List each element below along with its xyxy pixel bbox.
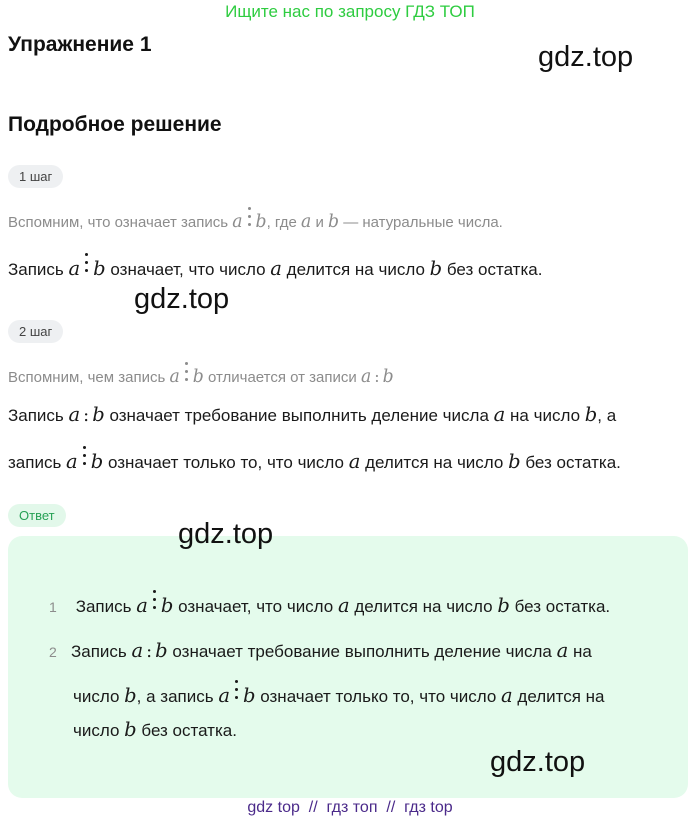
- var-a: a: [68, 257, 81, 280]
- var-b: b: [155, 639, 168, 662]
- var-a: a: [360, 367, 372, 387]
- answer-text: на: [573, 642, 592, 661]
- var-a: a: [501, 684, 513, 707]
- watermark: gdz.top: [178, 518, 274, 550]
- answer-label: Ответ: [8, 504, 66, 527]
- search-banner: Ищите нас по запросу ГДЗ ТОП: [225, 2, 475, 21]
- answer-text: Запись: [75, 597, 132, 616]
- answer-item-1: [49, 594, 610, 617]
- statement-text: означает требование выполнить деление числа: [109, 406, 489, 425]
- var-a: a: [300, 212, 312, 232]
- answer-text: без остатка.: [514, 597, 611, 616]
- var-a: a: [337, 594, 350, 617]
- watermark: gdz.top: [538, 41, 634, 73]
- hint-text: и: [315, 214, 324, 231]
- statement-text: на число: [510, 406, 581, 425]
- answer-item-2-line-3: [73, 718, 237, 741]
- var-b: b: [497, 594, 510, 617]
- statement-text: Запись: [8, 260, 64, 279]
- var-a: a: [169, 367, 180, 387]
- answer-text: означает требование выполнить деление числа: [172, 642, 552, 661]
- answer-item-2-line-2: [73, 684, 605, 707]
- var-b: b: [92, 403, 105, 426]
- divisibility-sign: [82, 259, 91, 276]
- divisibility-sign: [182, 368, 191, 383]
- var-a: a: [136, 594, 148, 617]
- step-2-statement-line-2: [8, 450, 621, 473]
- answer-item-2-line-1: [49, 639, 592, 662]
- step-1-statement: [8, 257, 542, 280]
- answer-text: Запись: [70, 642, 127, 661]
- var-b: b: [328, 212, 340, 232]
- var-a: a: [131, 639, 144, 662]
- divisibility-sign: [150, 596, 159, 613]
- var-b: b: [192, 367, 204, 387]
- division-sign: :: [374, 367, 380, 386]
- statement-text: делится на число: [365, 453, 504, 472]
- hint-text: — натуральные числа.: [343, 214, 503, 231]
- var-b: b: [160, 594, 174, 617]
- divisibility-sign: [245, 213, 254, 228]
- watermark: gdz.top: [490, 746, 586, 778]
- statement-text: без остатка.: [446, 260, 543, 279]
- var-a: a: [68, 403, 81, 426]
- hint-text: отличается от записи: [207, 369, 357, 386]
- answer-text: означает только то, что число: [260, 687, 497, 706]
- statement-text: запись: [8, 453, 62, 472]
- division-sign: :: [146, 641, 153, 662]
- var-b: b: [243, 684, 256, 707]
- var-a: a: [556, 639, 569, 662]
- statement-text: без остатка.: [525, 453, 621, 472]
- var-b: b: [124, 718, 137, 741]
- hint-text: , где: [266, 214, 297, 231]
- var-b: b: [382, 367, 394, 387]
- statement-text: , а: [597, 406, 617, 425]
- answer-badge: [8, 504, 66, 527]
- answer-text: означает, что число: [178, 597, 334, 616]
- var-a: a: [348, 450, 361, 473]
- statement-text: означает, что число: [110, 260, 266, 279]
- statement-text: делится на число: [286, 260, 425, 279]
- answer-text: число: [73, 687, 120, 706]
- answer-box: [8, 536, 688, 798]
- footer-links: gdz top // гдз топ // гдз top: [247, 799, 453, 816]
- statement-text: Запись: [8, 406, 64, 425]
- answer-text: делится на число: [354, 597, 493, 616]
- step-1-badge: [8, 165, 63, 188]
- step-1-label: 1 шаг: [8, 165, 63, 188]
- var-a: a: [218, 684, 230, 707]
- var-a: a: [270, 257, 282, 280]
- solution-title: Подробное решение: [8, 113, 222, 136]
- answer-text: делится на: [517, 687, 605, 706]
- answer-text: , а запись: [136, 687, 214, 706]
- step-2-hint: [8, 367, 394, 387]
- var-b: b: [508, 450, 521, 473]
- step-1-hint: [8, 212, 503, 232]
- answer-text: без остатка.: [141, 721, 237, 740]
- step-2-badge: [8, 320, 63, 343]
- var-b: b: [93, 257, 106, 280]
- var-b: b: [255, 212, 267, 232]
- divisibility-sign: [232, 686, 241, 703]
- var-a: a: [493, 403, 506, 426]
- hint-text: Вспомним, чем запись: [8, 369, 166, 386]
- watermark: gdz.top: [134, 283, 230, 315]
- statement-text: означает только то, что число: [107, 453, 344, 472]
- var-b: b: [429, 257, 443, 280]
- step-2-statement-line-1: [8, 403, 616, 426]
- division-sign: :: [83, 405, 90, 426]
- answer-text: число: [73, 721, 120, 740]
- step-2-label: 2 шаг: [8, 320, 63, 343]
- exercise-title: Упражнение 1: [8, 33, 152, 56]
- var-b: b: [584, 403, 598, 426]
- divisibility-sign: [80, 452, 89, 469]
- var-b: b: [90, 450, 104, 473]
- item-number: 1: [49, 599, 57, 615]
- var-a: a: [66, 450, 78, 473]
- var-b: b: [124, 684, 137, 707]
- item-number: 2: [49, 644, 57, 660]
- var-a: a: [232, 212, 243, 232]
- hint-text: Вспомним, что означает запись: [8, 214, 229, 231]
